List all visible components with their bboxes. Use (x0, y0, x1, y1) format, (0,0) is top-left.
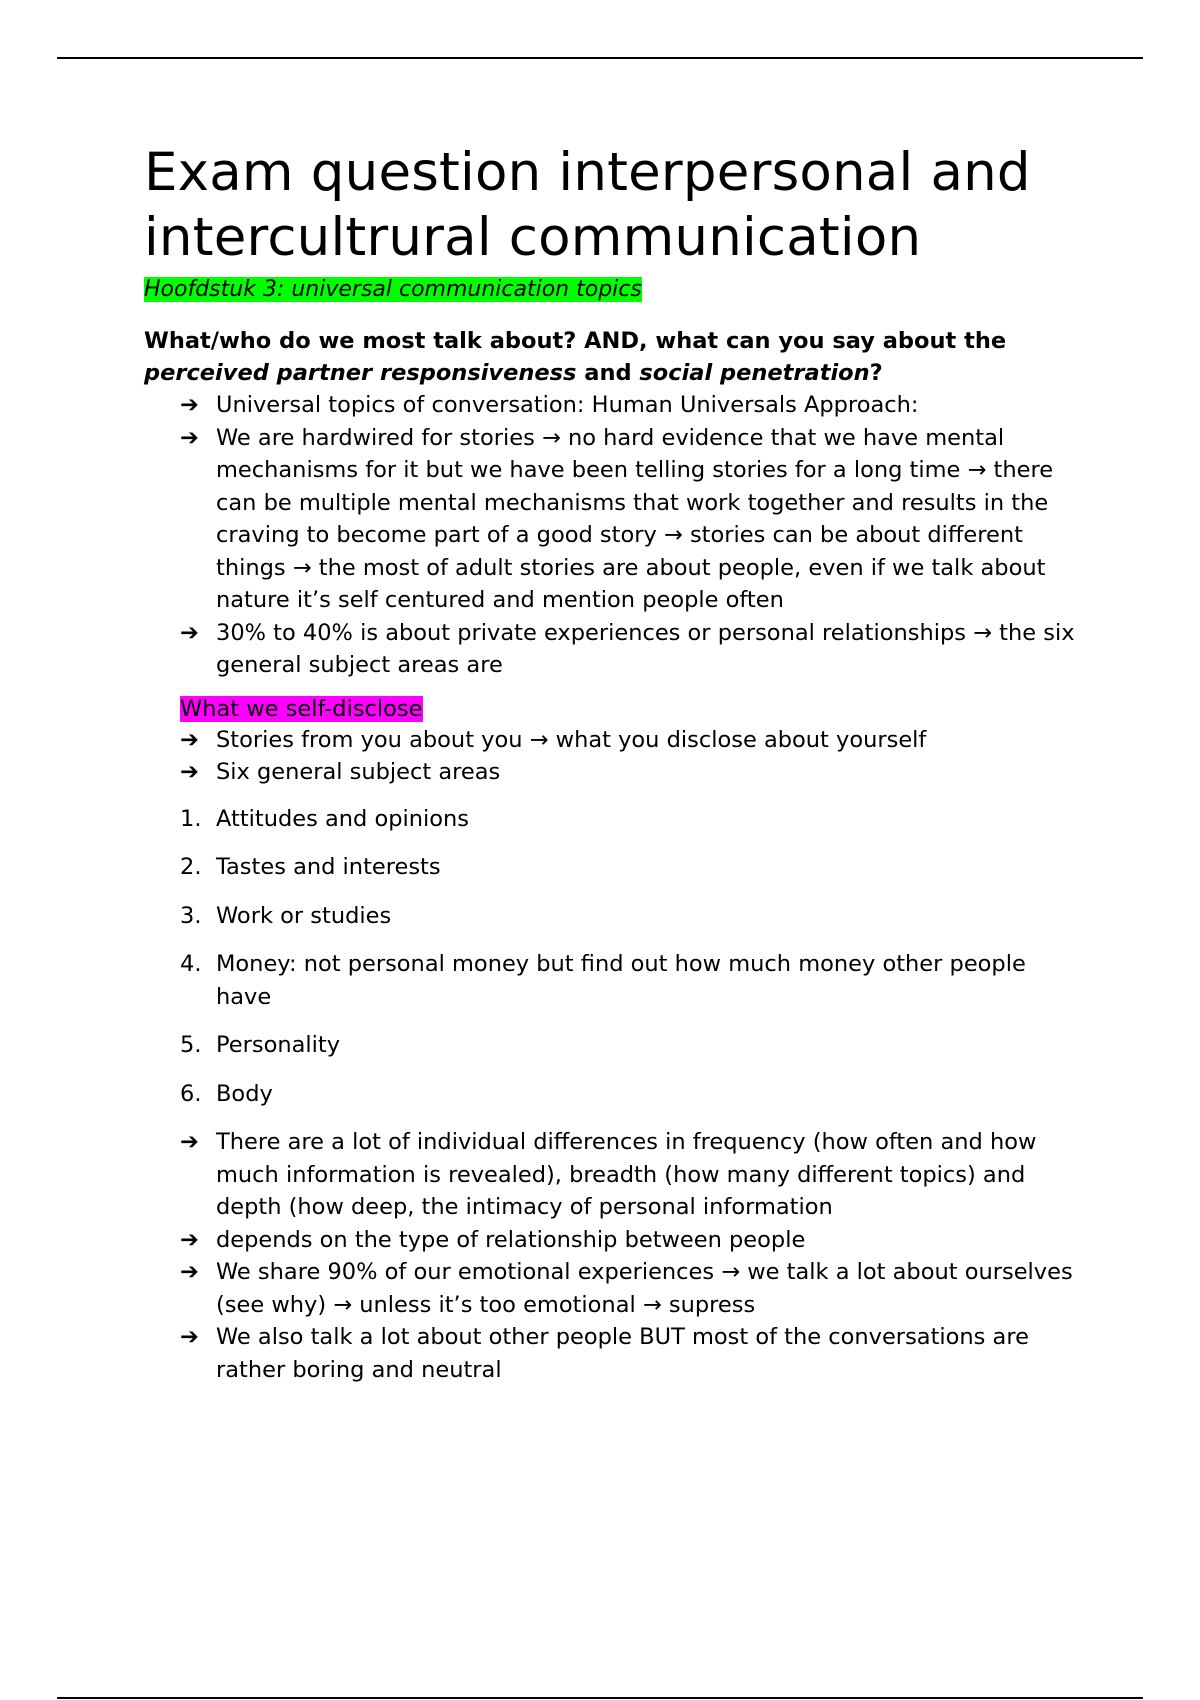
list-item-text: Money: not personal money but find out how much money other people have (216, 951, 1026, 1010)
right-arrow-icon: ➔ (180, 1129, 199, 1155)
list-item-text: There are a lot of individual differences in frequency (how often and how much information is revealed), breadth (how many different topics) and depth (how deep, the intimacy of personal information (216, 1129, 1037, 1220)
list-number: 6. (180, 1080, 202, 1107)
question-part-2: and (576, 360, 640, 386)
list-number: 1. (180, 805, 202, 832)
list-item-text: Stories from you about you → what you disclose about yourself (216, 726, 927, 753)
list-item-text: Work or studies (216, 902, 392, 929)
list-item (144, 1224, 1084, 1257)
section-heading-text: What we self-disclose (180, 695, 423, 722)
list-item (144, 1078, 1084, 1111)
right-arrow-icon: ➔ (180, 759, 199, 785)
list-item (144, 1029, 1084, 1062)
list-item (144, 900, 1084, 933)
header-rule (57, 57, 1143, 59)
chapter-subtitle-text: Hoofdstuk 3: universal communication topics (144, 277, 642, 302)
list-item (144, 851, 1084, 884)
list-item (144, 422, 1084, 617)
right-arrow-icon: ➔ (180, 1226, 199, 1253)
list-item-text: Six general subject areas (216, 759, 501, 785)
list-item (144, 1126, 1084, 1224)
list-item (144, 803, 1084, 836)
list-number: 3. (180, 902, 202, 929)
right-arrow-icon: ➔ (180, 726, 199, 753)
right-arrow-icon: ➔ (180, 1324, 199, 1350)
list-number: 5. (180, 1032, 202, 1058)
list-item (144, 389, 1084, 422)
list-number: 4. (180, 951, 202, 977)
list-item-text: We also talk a lot about other people BUT most of the conversations are rather boring and neutral (216, 1324, 1029, 1383)
right-arrow-icon: ➔ (180, 424, 199, 451)
list-number: 2. (180, 854, 202, 880)
closing-list (144, 1126, 1084, 1386)
list-item-text: Personality (216, 1032, 341, 1058)
right-arrow-icon: ➔ (180, 1259, 199, 1285)
list-item-text: Tastes and interests (216, 854, 441, 880)
right-arrow-icon: ➔ (180, 619, 199, 646)
document-body (144, 140, 1084, 1386)
question-part-1: What/who do we most talk about? AND, what can you say about the (144, 328, 1007, 354)
list-item (144, 1256, 1084, 1321)
list-item (144, 948, 1084, 1013)
list-item-text: Body (216, 1080, 273, 1107)
list-item-text: We are hardwired for stories → no hard evidence that we have mental mechanisms for it but we have been telling stories for a long time → there can be multiple mental mechanisms that work together and results in the craving to become part of a good story → stories can be about different things → the most of adult stories are about people, even if we talk about nature it’s self centured and mention people often (216, 424, 1054, 613)
right-arrow-icon: ➔ (180, 392, 199, 418)
document-title: Exam question interpersonal and intercultrural communication (144, 142, 1031, 268)
list-item-text: Attitudes and opinions (216, 805, 470, 832)
question-part-3: ? (869, 360, 883, 386)
section-heading (180, 694, 1084, 724)
question-term-responsiveness: perceived partner responsiveness (144, 360, 577, 386)
list-item (144, 724, 1084, 757)
question-term-penetration: social penetration (639, 360, 870, 386)
list-item (144, 756, 1084, 789)
intro-list (144, 389, 1084, 682)
list-item-text: 30% to 40% is about private experiences or personal relationships → the six general subject areas are (216, 619, 1075, 678)
subject-areas-list (144, 803, 1084, 1111)
exam-question (144, 325, 1084, 389)
list-item-text: depends on the type of relationship between people (216, 1226, 806, 1253)
list-item-text: Universal topics of conversation: Human Universals Approach: (216, 392, 919, 418)
chapter-subtitle (144, 275, 1084, 305)
list-item (144, 617, 1084, 682)
footer-rule (57, 1697, 1143, 1699)
list-item-text: We share 90% of our emotional experiences → we talk a lot about ourselves (see why) → unless it’s too emotional → supress (216, 1259, 1073, 1318)
list-item (144, 1321, 1084, 1386)
section-list (144, 724, 1084, 789)
